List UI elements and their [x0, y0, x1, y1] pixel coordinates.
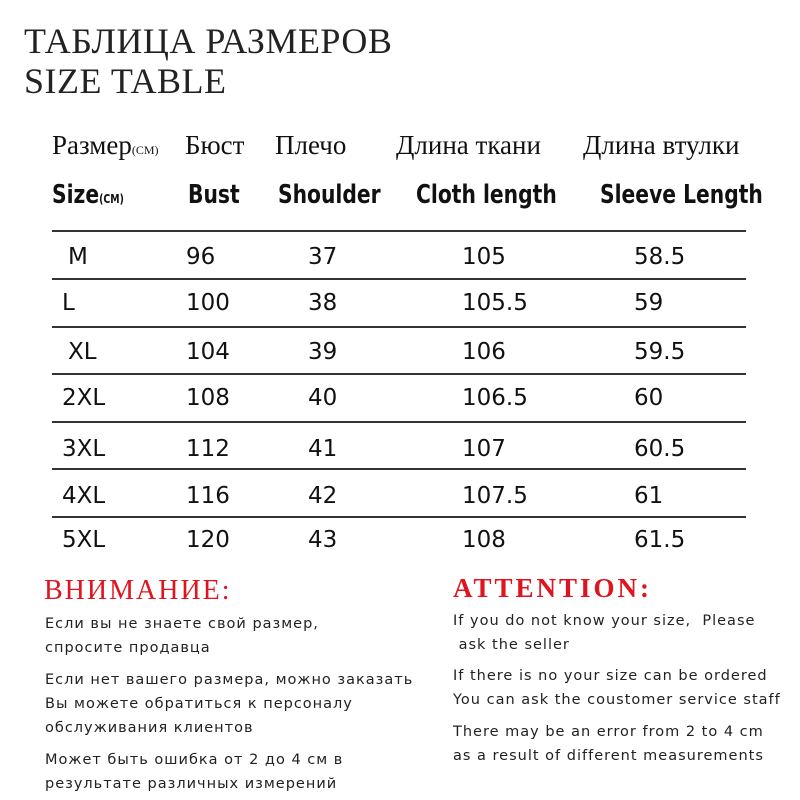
table-cell: M	[68, 244, 88, 270]
table-cell: 104	[186, 339, 230, 365]
attention-en-line: ask the seller	[453, 637, 570, 653]
attention-en-line: You can ask the coustomer service staff	[453, 692, 781, 708]
attention-en-line: If you do not know your size, Please	[453, 613, 756, 629]
table-cell: 5XL	[62, 527, 106, 553]
table-cell: L	[62, 290, 75, 316]
header-label: Размер	[52, 130, 132, 160]
table-cell: 100	[186, 290, 230, 316]
table-cell: 59	[634, 290, 664, 316]
attention-ru-line: Вы можете обратиться к персоналу	[45, 696, 353, 712]
header-label: Size	[52, 180, 100, 210]
attention-ru-heading: ВНИМАНИЕ:	[44, 575, 232, 606]
header-en-sleeve-length: Sleeve Length	[600, 180, 763, 210]
header-ru-cloth-length: Длина ткани	[396, 130, 541, 160]
table-cell: 105	[462, 244, 506, 270]
table-cell: 61.5	[634, 527, 686, 553]
attention-ru-line: обслуживания клиентов	[45, 720, 254, 736]
header-ru-shoulder: Плечо	[275, 130, 347, 160]
table-cell: 40	[308, 385, 338, 411]
header-en-shoulder: Shoulder	[278, 180, 381, 210]
table-cell: 42	[308, 483, 338, 509]
table-cell: 108	[462, 527, 506, 553]
table-cell: 43	[308, 527, 338, 553]
table-cell: 108	[186, 385, 230, 411]
header-unit: (CM)	[131, 143, 159, 157]
table-cell: 39	[308, 339, 338, 365]
title-en: SIZE TABLE	[24, 61, 227, 101]
table-cell: 2XL	[62, 385, 106, 411]
table-cell: 60	[634, 385, 664, 411]
row-divider	[52, 278, 746, 280]
attention-ru-line: Если вы не знаете свой размер,	[45, 616, 319, 632]
table-cell: 96	[186, 244, 216, 270]
row-divider	[52, 373, 746, 375]
table-cell: 3XL	[62, 436, 106, 462]
header-en-size	[52, 180, 124, 210]
table-cell: 38	[308, 290, 338, 316]
attention-en-line: There may be an error from 2 to 4 cm	[453, 724, 764, 740]
table-cell: 106.5	[462, 385, 528, 411]
attention-ru-line: результате различных измерений	[45, 776, 338, 792]
table-cell: 107.5	[462, 483, 528, 509]
row-divider	[52, 516, 746, 518]
table-cell: 41	[308, 436, 338, 462]
header-ru-size	[52, 130, 159, 161]
table-cell: 4XL	[62, 483, 106, 509]
header-unit: (CM)	[99, 192, 124, 206]
attention-en-line: as a result of different measurements	[453, 748, 764, 764]
header-ru-sleeve-length: Длина втулки	[583, 130, 740, 160]
table-cell: 61	[634, 483, 664, 509]
header-en-bust: Bust	[188, 180, 240, 210]
row-divider	[52, 230, 746, 232]
table-cell: 37	[308, 244, 338, 270]
attention-ru-line: Если нет вашего размера, можно заказать	[45, 672, 414, 688]
row-divider	[52, 468, 746, 470]
table-cell: 59.5	[634, 339, 686, 365]
table-cell: 60.5	[634, 436, 686, 462]
table-cell: 107	[462, 436, 506, 462]
attention-en-heading: ATTENTION:	[453, 573, 653, 603]
header-en-cloth-length: Cloth length	[416, 180, 557, 210]
table-cell: XL	[68, 339, 97, 365]
title-ru: ТАБЛИЦА РАЗМЕРОВ	[24, 21, 393, 61]
header-ru-bust: Бюст	[185, 130, 245, 160]
table-cell: 120	[186, 527, 230, 553]
table-cell: 112	[186, 436, 230, 462]
attention-ru-line: спросите продавца	[45, 640, 211, 656]
table-cell: 105.5	[462, 290, 528, 316]
attention-en-line: If there is no your size can be ordered	[453, 668, 768, 684]
row-divider	[52, 326, 746, 328]
attention-ru-line: Может быть ошибка от 2 до 4 см в	[45, 752, 344, 768]
table-cell: 106	[462, 339, 506, 365]
table-cell: 116	[186, 483, 230, 509]
table-cell: 58.5	[634, 244, 686, 270]
row-divider	[52, 421, 746, 423]
